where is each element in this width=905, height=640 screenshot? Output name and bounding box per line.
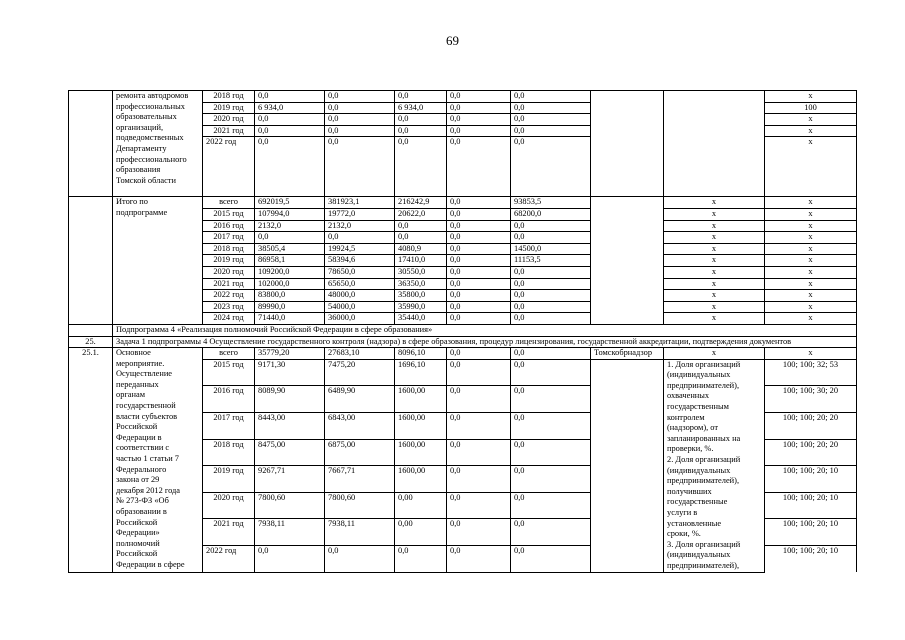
value-cell: 6489,90 xyxy=(325,386,395,413)
activity-name xyxy=(113,348,203,572)
cell-line: 2. Доля организаций xyxy=(667,455,741,465)
indicator-value-cell: х xyxy=(765,232,857,244)
value-cell: 14500,0 xyxy=(511,243,591,255)
value-cell: 0,0 xyxy=(447,243,511,255)
value-cell: 0,0 xyxy=(511,313,591,325)
cell-line: (индивидуальных xyxy=(667,465,731,475)
cell-line: Департаменту xyxy=(116,143,167,153)
value-cell: 0,0 xyxy=(447,545,511,572)
value-cell: 0,0 xyxy=(511,91,591,103)
indicator-value-cell: х xyxy=(765,91,857,103)
indicator-name-cell: х xyxy=(664,348,765,360)
cell-line: подведомственных xyxy=(116,133,184,143)
value-cell: 0,0 xyxy=(511,386,591,413)
value-cell: 0,0 xyxy=(447,266,511,278)
value-cell: 0,0 xyxy=(447,114,511,126)
indicator-value-cell: 100 xyxy=(765,102,857,114)
cell-line: Российской xyxy=(116,517,158,527)
value-cell: 8443,00 xyxy=(255,412,325,439)
value-cell: 0,0 xyxy=(447,412,511,439)
value-cell: 17410,0 xyxy=(395,255,447,267)
year-cell: 2015 год xyxy=(203,359,255,386)
cell-line: ремонта автодромов xyxy=(116,91,189,100)
value-cell: 0,0 xyxy=(511,492,591,519)
value-cell: 0,0 xyxy=(511,278,591,290)
activity-name xyxy=(113,91,203,197)
value-cell: 0,0 xyxy=(395,137,447,197)
value-cell: 7800,60 xyxy=(255,492,325,519)
value-cell: 83800,0 xyxy=(255,290,325,302)
value-cell: 0,0 xyxy=(511,232,591,244)
value-cell: 54000,0 xyxy=(325,301,395,313)
value-cell: 65650,0 xyxy=(325,278,395,290)
value-cell: 0,0 xyxy=(325,114,395,126)
value-cell: 0,0 xyxy=(447,278,511,290)
value-cell: 7800,60 xyxy=(325,492,395,519)
value-cell: 7667,71 xyxy=(325,466,395,493)
table-row xyxy=(69,197,857,209)
value-cell: 0,0 xyxy=(447,232,511,244)
value-cell: 0,0 xyxy=(325,137,395,197)
indicator-value-cell: х xyxy=(765,197,857,209)
value-cell: 0,0 xyxy=(255,232,325,244)
indicator-value-cell: 100; 100; 20; 10 xyxy=(765,545,857,572)
cell-line: (индивидуальных xyxy=(667,370,731,380)
value-cell: 109200,0 xyxy=(255,266,325,278)
value-cell: 381923,1 xyxy=(325,197,395,209)
value-cell: 102000,0 xyxy=(255,278,325,290)
value-cell: 1600,00 xyxy=(395,386,447,413)
indicator-name-cell: х xyxy=(664,197,765,209)
year-cell: 2019 год xyxy=(203,466,255,493)
value-cell: 6843,00 xyxy=(325,412,395,439)
value-cell: 7938,11 xyxy=(255,519,325,546)
value-cell: 0,0 xyxy=(447,519,511,546)
year-cell: 2022 год xyxy=(203,137,255,197)
value-cell: 0,0 xyxy=(511,359,591,386)
page-number: 69 xyxy=(446,33,459,48)
year-cell: 2020 год xyxy=(203,266,255,278)
value-cell: 0,0 xyxy=(511,466,591,493)
year-cell: 2018 год xyxy=(203,439,255,466)
value-cell: 1600,00 xyxy=(395,412,447,439)
value-cell: 9267,71 xyxy=(255,466,325,493)
value-cell: 20622,0 xyxy=(395,208,447,220)
cell-line: мероприятие. xyxy=(116,358,165,368)
value-cell: 0,0 xyxy=(511,301,591,313)
value-cell: 38505,4 xyxy=(255,243,325,255)
cell-line: предпринимателей), xyxy=(667,560,740,570)
indicator-name-cell: х xyxy=(664,290,765,302)
cell-line: образовании в xyxy=(116,507,167,516)
cell-line: (надзором), от xyxy=(667,423,719,433)
indicator-value-cell: 100; 100; 20; 10 xyxy=(765,492,857,519)
task-text: Задача 1 подпрограммы 4 Осуществление государственного контроля (надзора) в сфере образования, процедур лицензирования, государственной аккредитации, подтверждения документов xyxy=(113,336,857,348)
value-cell: 0,0 xyxy=(447,91,511,103)
value-cell: 692019,5 xyxy=(255,197,325,209)
cell-line: Федерации в xyxy=(116,432,162,442)
indicator-name-cell: х xyxy=(664,301,765,313)
cell-line: охваченных xyxy=(667,391,710,401)
value-cell: 11153,5 xyxy=(511,255,591,267)
value-cell: 1696,10 xyxy=(395,359,447,386)
table-row xyxy=(69,348,857,360)
cell-line: Федерального xyxy=(116,464,167,474)
year-cell: 2023 год xyxy=(203,301,255,313)
year-cell: 2021 год xyxy=(203,125,255,137)
cell-line: 1. Доля организаций xyxy=(667,359,741,369)
value-cell: 0,0 xyxy=(511,439,591,466)
value-cell: 0,0 xyxy=(511,137,591,197)
value-cell: 0,0 xyxy=(447,359,511,386)
value-cell: 0,0 xyxy=(255,545,325,572)
indicator-value-cell: х xyxy=(765,348,857,360)
value-cell: 0,0 xyxy=(447,125,511,137)
value-cell: 0,0 xyxy=(511,519,591,546)
value-cell: 19924,5 xyxy=(325,243,395,255)
value-cell: 86958,1 xyxy=(255,255,325,267)
indicator-value-cell: х xyxy=(765,278,857,290)
year-cell: 2015 год xyxy=(203,208,255,220)
value-cell: 58394,6 xyxy=(325,255,395,267)
value-cell: 1600,00 xyxy=(395,439,447,466)
value-cell: 0,0 xyxy=(395,114,447,126)
value-cell: 0,0 xyxy=(447,348,511,360)
value-cell: 0,0 xyxy=(511,102,591,114)
cell-line: предпринимателей), xyxy=(667,476,740,486)
value-cell: 0,00 xyxy=(395,519,447,546)
table-row xyxy=(69,324,857,336)
indicator-name-cell: х xyxy=(664,313,765,325)
cell-line: частью 1 статьи 7 xyxy=(116,454,179,464)
value-cell: 0,0 xyxy=(447,197,511,209)
cell-line: получивших xyxy=(667,486,712,496)
table-row xyxy=(69,336,857,348)
value-cell: 6875,00 xyxy=(325,439,395,466)
value-cell: 0,0 xyxy=(511,545,591,572)
year-cell: 2021 год xyxy=(203,278,255,290)
indicator-value-cell: 100; 100; 20; 20 xyxy=(765,412,857,439)
value-cell: 8475,00 xyxy=(255,439,325,466)
indicator-value-cell: 100; 100; 32; 53 xyxy=(765,359,857,386)
value-cell: 0,0 xyxy=(511,412,591,439)
cell-line: государственным xyxy=(667,402,729,412)
cell-line: (индивидуальных xyxy=(667,550,731,560)
value-cell: 0,0 xyxy=(255,91,325,103)
value-cell: 0,0 xyxy=(511,220,591,232)
value-cell: 0,0 xyxy=(447,220,511,232)
cell-line: установленные xyxy=(667,518,722,528)
value-cell: 0,0 xyxy=(447,439,511,466)
value-cell: 0,00 xyxy=(395,492,447,519)
value-cell: 216242,9 xyxy=(395,197,447,209)
cell-line: Российской xyxy=(116,549,158,559)
value-cell: 89990,0 xyxy=(255,301,325,313)
cell-line: государственной xyxy=(116,401,176,411)
value-cell: 35779,20 xyxy=(255,348,325,360)
value-cell: 9171,30 xyxy=(255,359,325,386)
indicator-value-cell: х xyxy=(765,301,857,313)
year-cell: 2020 год xyxy=(203,114,255,126)
indicator-value-cell: х xyxy=(765,266,857,278)
cell-line: декабря 2012 года xyxy=(116,485,181,495)
value-cell: 0,0 xyxy=(447,466,511,493)
value-cell: 8096,10 xyxy=(395,348,447,360)
indicator-value-cell: х xyxy=(765,220,857,232)
year-cell: 2024 год xyxy=(203,313,255,325)
value-cell: 0,0 xyxy=(511,348,591,360)
year-cell: всего xyxy=(203,197,255,209)
indicator-name-cell: х xyxy=(664,255,765,267)
total-label xyxy=(113,197,203,325)
cell-line: Основное xyxy=(116,348,151,358)
cell-line: организаций, xyxy=(116,122,164,132)
year-cell: всего xyxy=(203,348,255,360)
indicator-name-cell: х xyxy=(664,232,765,244)
year-cell: 2017 год xyxy=(203,232,255,244)
cell-line: соответствии с xyxy=(116,443,170,453)
indicator-value-cell: х xyxy=(765,208,857,220)
indicator-value-cell: х xyxy=(765,290,857,302)
row-number xyxy=(69,324,113,336)
value-cell: 0,0 xyxy=(255,125,325,137)
cell-line: запланированных на xyxy=(667,433,741,443)
value-cell: 0,0 xyxy=(395,125,447,137)
value-cell: 19772,0 xyxy=(325,208,395,220)
indicator-name-cell: х xyxy=(664,208,765,220)
cell-line: Федерации в сфере xyxy=(116,559,185,569)
cell-line: власти субъектов xyxy=(116,411,178,421)
value-cell: 36350,0 xyxy=(395,278,447,290)
value-cell: 0,0 xyxy=(447,290,511,302)
value-cell: 35990,0 xyxy=(395,301,447,313)
executor-cell xyxy=(591,359,664,572)
year-cell: 2016 год xyxy=(203,386,255,413)
value-cell: 6 934,0 xyxy=(395,102,447,114)
row-number xyxy=(69,91,113,197)
value-cell: 30550,0 xyxy=(395,266,447,278)
indicator-value-cell: х xyxy=(765,137,857,197)
value-cell: 2132,0 xyxy=(325,220,395,232)
year-cell: 2018 год xyxy=(203,243,255,255)
value-cell: 0,0 xyxy=(255,137,325,197)
cell-line: проверки, %. xyxy=(667,444,714,454)
table-body xyxy=(69,91,857,573)
cell-line: закона от 29 xyxy=(116,475,160,485)
year-cell: 2019 год xyxy=(203,102,255,114)
executor-cell: Томскобрнадзор xyxy=(591,348,664,360)
value-cell: 0,0 xyxy=(395,91,447,103)
indicator-name-cell xyxy=(664,359,765,572)
year-cell: 2021 год xyxy=(203,519,255,546)
value-cell: 35800,0 xyxy=(395,290,447,302)
value-cell: 7475,20 xyxy=(325,359,395,386)
indicator-value-cell: 100; 100; 20; 10 xyxy=(765,466,857,493)
value-cell: 0,0 xyxy=(447,386,511,413)
indicator-name-cell: х xyxy=(664,220,765,232)
indicator-name-cell xyxy=(664,91,765,197)
value-cell: 0,0 xyxy=(395,545,447,572)
value-cell: 0,0 xyxy=(447,313,511,325)
indicator-name-cell: х xyxy=(664,278,765,290)
value-cell: 78650,0 xyxy=(325,266,395,278)
value-cell: 0,0 xyxy=(447,208,511,220)
year-cell: 2018 год xyxy=(203,91,255,103)
value-cell: 0,0 xyxy=(511,125,591,137)
cell-line: сроки, %. xyxy=(667,529,701,539)
indicator-value-cell: 100; 100; 20; 10 xyxy=(765,519,857,546)
indicator-value-cell: 100; 100; 30; 20 xyxy=(765,386,857,413)
value-cell: 48000,0 xyxy=(325,290,395,302)
value-cell: 27683,10 xyxy=(325,348,395,360)
year-cell: 2016 год xyxy=(203,220,255,232)
value-cell: 7938,11 xyxy=(325,519,395,546)
cell-line: предпринимателей), xyxy=(667,380,740,390)
year-cell: 2022 год xyxy=(203,545,255,572)
value-cell: 0,0 xyxy=(325,232,395,244)
value-cell: 4080,9 xyxy=(395,243,447,255)
value-cell: 71440,0 xyxy=(255,313,325,325)
year-cell: 2017 год xyxy=(203,412,255,439)
indicator-value-cell: х xyxy=(765,313,857,325)
row-number: 25.1. xyxy=(69,348,113,572)
value-cell: 0,0 xyxy=(447,492,511,519)
cell-line: полномочий xyxy=(116,538,160,548)
indicator-value-cell: 100; 100; 20; 20 xyxy=(765,439,857,466)
cell-line: профессионального xyxy=(116,154,187,164)
value-cell: 2132,0 xyxy=(255,220,325,232)
value-cell: 68200,0 xyxy=(511,208,591,220)
year-cell: 2020 год xyxy=(203,492,255,519)
value-cell: 36000,0 xyxy=(325,313,395,325)
value-cell: 0,0 xyxy=(395,220,447,232)
cell-line: профессиональных xyxy=(116,101,185,111)
cell-line: услуги в xyxy=(667,508,698,517)
indicator-name-cell: х xyxy=(664,243,765,255)
cell-line: Федерации» xyxy=(116,528,160,538)
task-number: 25. xyxy=(69,336,113,348)
subprogram-title: Подпрограмма 4 «Реализация полномочий Российской Федерации в сфере образования» xyxy=(113,324,857,336)
executor-cell xyxy=(591,197,664,325)
value-cell: 93853,5 xyxy=(511,197,591,209)
value-cell: 0,0 xyxy=(325,91,395,103)
cell-line: Российской xyxy=(116,422,158,432)
cell-line: Осуществление xyxy=(116,369,173,379)
cell-line: Томской области xyxy=(116,175,176,185)
value-cell: 0,0 xyxy=(447,137,511,197)
cell-line: подпрограмме xyxy=(116,207,168,217)
value-cell: 8089,90 xyxy=(255,386,325,413)
table-row xyxy=(69,91,857,103)
value-cell: 107994,0 xyxy=(255,208,325,220)
cell-line: 3. Доля организаций xyxy=(667,539,741,549)
value-cell: 0,0 xyxy=(325,102,395,114)
cell-line: образования xyxy=(116,165,161,175)
value-cell: 0,0 xyxy=(511,290,591,302)
value-cell: 0,0 xyxy=(447,301,511,313)
value-cell: 35440,0 xyxy=(395,313,447,325)
value-cell: 6 934,0 xyxy=(255,102,325,114)
indicator-value-cell: х xyxy=(765,114,857,126)
value-cell: 0,0 xyxy=(255,114,325,126)
value-cell: 0,0 xyxy=(325,125,395,137)
indicator-name-cell: х xyxy=(664,266,765,278)
value-cell: 0,0 xyxy=(511,266,591,278)
program-table xyxy=(68,90,857,573)
cell-line: государственные xyxy=(667,497,728,507)
value-cell: 0,0 xyxy=(447,255,511,267)
value-cell: 0,0 xyxy=(395,232,447,244)
value-cell: 0,0 xyxy=(511,114,591,126)
indicator-value-cell: х xyxy=(765,125,857,137)
value-cell: 0,0 xyxy=(325,545,395,572)
indicator-value-cell: х xyxy=(765,243,857,255)
year-cell: 2019 год xyxy=(203,255,255,267)
cell-line: № 273-ФЗ «Об xyxy=(116,496,169,506)
value-cell: 0,0 xyxy=(447,102,511,114)
cell-line: Итого по xyxy=(116,197,148,207)
row-number xyxy=(69,197,113,325)
cell-line: образовательных xyxy=(116,112,177,122)
cell-line: контролем xyxy=(667,412,705,422)
cell-line: органам xyxy=(116,390,146,400)
executor-cell xyxy=(591,91,664,197)
value-cell: 1600,00 xyxy=(395,466,447,493)
year-cell: 2022 год xyxy=(203,290,255,302)
cell-line: переданных xyxy=(116,379,159,389)
indicator-value-cell: х xyxy=(765,255,857,267)
